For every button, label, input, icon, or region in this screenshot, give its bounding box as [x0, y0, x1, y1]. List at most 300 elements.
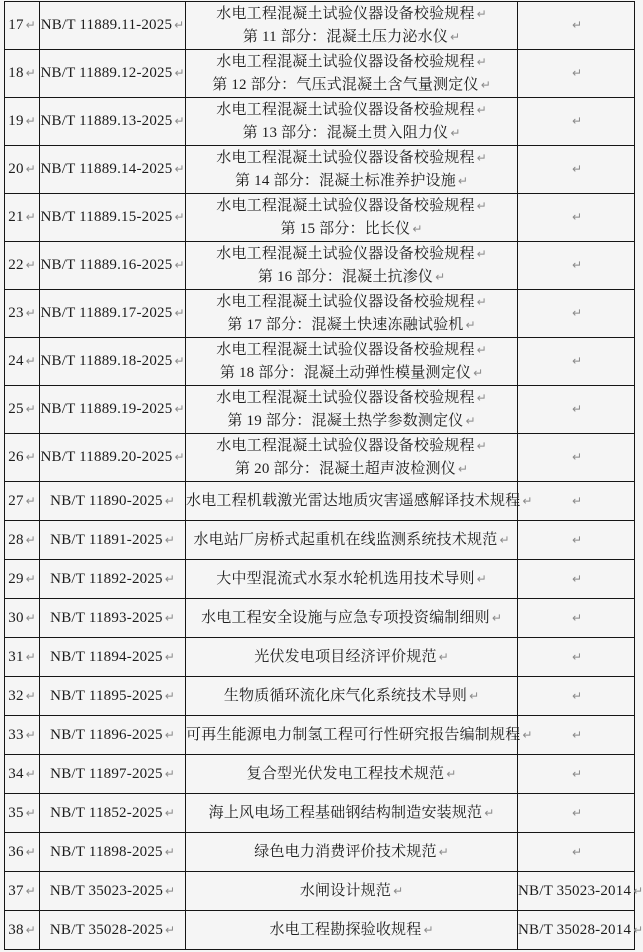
replaced-standard-cell: [518, 638, 635, 677]
paragraph-mark-icon: ↵: [25, 727, 36, 742]
standard-title-line: [186, 170, 517, 193]
paragraph-mark-icon: ↵: [571, 114, 583, 128]
paragraph-mark-icon: ↵: [457, 173, 468, 188]
standard-title-line: [186, 435, 517, 458]
row-number: 36: [8, 843, 24, 860]
standard-title-line: [186, 147, 517, 170]
standard-title-cell: [186, 290, 518, 338]
paragraph-mark-icon: ↵: [571, 493, 583, 508]
paragraph-mark-icon: ↵: [174, 114, 185, 128]
standard-title-cell: [186, 794, 518, 833]
paragraph-mark-icon: ↵: [164, 805, 175, 820]
paragraph-mark-icon: ↵: [522, 493, 533, 508]
standard-title-text: 第 18 部分：混凝土动弹性模量测定仪: [219, 364, 472, 381]
standard-code: NB/T 11895-2025: [50, 687, 163, 704]
standard-title-cell: [186, 833, 518, 872]
table-row: [5, 2, 635, 50]
paragraph-mark-icon: ↵: [164, 571, 175, 586]
standard-code: NB/T 11889.20-2025: [40, 449, 173, 465]
standard-title-cell: [186, 521, 518, 560]
paragraph-mark-icon: ↵: [164, 649, 175, 664]
standard-code-cell: [40, 599, 186, 638]
standard-title-text: 光伏发电项目经济评价规范: [254, 648, 437, 665]
standard-code-cell: [40, 194, 186, 242]
standard-code: NB/T 11889.16-2025: [40, 257, 173, 273]
paragraph-mark-icon: ↵: [164, 727, 175, 742]
standard-title-line: [186, 802, 517, 825]
standard-code-cell: [40, 638, 186, 677]
standard-code: NB/T 11892-2025: [50, 570, 163, 587]
standard-title-line: [186, 195, 517, 218]
replaced-standard-cell: [518, 560, 635, 599]
standard-title-line: [186, 607, 517, 630]
paragraph-mark-icon: ↵: [571, 66, 583, 80]
standard-title-cell: [186, 911, 518, 950]
paragraph-mark-icon: ↵: [174, 354, 185, 368]
table-row: [5, 50, 635, 98]
row-number: 29: [8, 570, 24, 587]
paragraph-mark-icon: ↵: [438, 649, 449, 664]
standard-code: NB/T 11852-2025: [50, 804, 163, 821]
replaced-standard-cell: [518, 194, 635, 242]
paragraph-mark-icon: ↵: [25, 844, 36, 859]
paragraph-mark-icon: ↵: [476, 438, 487, 453]
row-number-cell: [5, 242, 40, 290]
paragraph-mark-icon: ↵: [165, 922, 176, 937]
row-number: 25: [8, 401, 24, 417]
paragraph-mark-icon: ↵: [476, 102, 487, 117]
standard-title-cell: [186, 50, 518, 98]
replaced-standard-cell: [518, 755, 635, 794]
standard-code-cell: [40, 677, 186, 716]
paragraph-mark-icon: ↵: [571, 844, 583, 859]
paragraph-mark-icon: ↵: [164, 493, 175, 508]
standard-title-cell: [186, 434, 518, 482]
standard-title-line: [186, 314, 517, 337]
paragraph-mark-icon: ↵: [476, 571, 487, 586]
replaced-standard-cell: [518, 521, 635, 560]
paragraph-mark-icon: ↵: [25, 649, 36, 664]
table-row: [5, 482, 635, 521]
row-number-cell: [5, 194, 40, 242]
paragraph-mark-icon: ↵: [571, 727, 583, 742]
standard-title-text: 第 11 部分：混凝土压力泌水仪: [242, 28, 449, 45]
row-number: 33: [8, 726, 24, 743]
paragraph-mark-icon: ↵: [499, 532, 510, 547]
replaced-standard-cell: [518, 242, 635, 290]
paragraph-mark-icon: ↵: [25, 450, 36, 464]
paragraph-mark-icon: ↵: [476, 6, 487, 21]
standard-title-line: [186, 685, 517, 708]
standard-title-text: 水电工程混凝土试验仪器设备校验规程: [216, 5, 475, 22]
row-number: 20: [8, 161, 24, 177]
row-number-cell: [5, 434, 40, 482]
row-number: 31: [8, 648, 24, 665]
paragraph-mark-icon: ↵: [476, 54, 487, 69]
paragraph-mark-icon: ↵: [174, 258, 185, 272]
standard-code: NB/T 11889.13-2025: [40, 113, 173, 129]
row-number: 21: [8, 209, 24, 225]
row-number: 22: [8, 257, 24, 273]
table-row: [5, 194, 635, 242]
standard-title-text: 复合型光伏发电工程技术规范: [246, 765, 445, 782]
row-number: 17: [8, 17, 24, 33]
standard-title-cell: [186, 386, 518, 434]
replaced-standard-cell: [518, 872, 643, 911]
paragraph-mark-icon: ↵: [571, 805, 583, 820]
standard-code-cell: [40, 386, 186, 434]
standard-title-text: 水电工程机载激光雷达地质灾害遥感解译技术规程: [186, 492, 521, 509]
table-row: [5, 599, 635, 638]
paragraph-mark-icon: ↵: [473, 365, 484, 380]
standard-title-cell: [186, 599, 518, 638]
standard-title-line: [186, 339, 517, 362]
paragraph-mark-icon: ↵: [423, 922, 434, 937]
standard-code: NB/T 11890-2025: [50, 492, 163, 509]
row-number-cell: [5, 755, 40, 794]
standard-code: NB/T 11897-2025: [50, 765, 163, 782]
paragraph-mark-icon: ↵: [393, 883, 404, 898]
standard-title-cell: [186, 677, 518, 716]
standard-title-cell: [186, 146, 518, 194]
paragraph-mark-icon: ↵: [25, 805, 36, 820]
paragraph-mark-icon: ↵: [174, 306, 185, 320]
standard-code-cell: [40, 833, 186, 872]
standard-title-line: [186, 99, 517, 122]
standard-code: NB/T 11889.14-2025: [40, 161, 173, 177]
row-number-cell: [5, 599, 40, 638]
standard-code: NB/T 11889.18-2025: [40, 353, 173, 369]
standard-code-cell: [40, 434, 186, 482]
standard-code-cell: [40, 338, 186, 386]
standard-title-text: 水电工程混凝土试验仪器设备校验规程: [216, 101, 475, 118]
standard-title-text: 第 20 部分：混凝土超声波检测仪: [235, 460, 456, 477]
paragraph-mark-icon: ↵: [174, 210, 185, 224]
standard-title-text: 绿色电力消费评价技术规范: [254, 843, 437, 860]
standard-code-cell: [40, 2, 186, 50]
table-row: [5, 98, 635, 146]
table-row: [5, 290, 635, 338]
paragraph-mark-icon: ↵: [25, 66, 36, 80]
table-row: [5, 338, 635, 386]
paragraph-mark-icon: ↵: [174, 66, 185, 80]
standard-code: NB/T 35023-2025: [49, 882, 164, 899]
table-row: [5, 146, 635, 194]
standard-code-cell: [40, 50, 186, 98]
row-number-cell: [5, 386, 40, 434]
standard-title-line: [186, 3, 517, 26]
paragraph-mark-icon: ↵: [165, 883, 176, 898]
standard-title-text: 水电工程安全设施与应急专项投资编制细则: [201, 609, 490, 626]
paragraph-mark-icon: ↵: [476, 294, 487, 309]
paragraph-mark-icon: ↵: [633, 883, 643, 898]
paragraph-mark-icon: ↵: [476, 150, 487, 165]
paragraph-mark-icon: ↵: [164, 532, 175, 547]
paragraph-mark-icon: ↵: [174, 162, 185, 176]
paragraph-mark-icon: ↵: [25, 688, 36, 703]
standard-title-text: 水闸设计规范: [299, 882, 392, 899]
standard-title-line: [186, 646, 517, 669]
row-number-cell: [5, 794, 40, 833]
paragraph-mark-icon: ↵: [571, 766, 583, 781]
standard-title-text: 大中型混流式水泵水轮机选用技术导则: [216, 570, 475, 587]
replaced-standard-cell: [518, 482, 635, 521]
paragraph-mark-icon: ↵: [25, 493, 36, 508]
table-row: [5, 521, 635, 560]
standard-title-line: [186, 458, 517, 481]
paragraph-mark-icon: ↵: [571, 402, 583, 416]
standard-title-line: [186, 841, 517, 864]
standards-table-body: [5, 2, 643, 950]
standard-title-text: 水电工程混凝土试验仪器设备校验规程: [216, 341, 475, 358]
standard-code-cell: [40, 98, 186, 146]
standard-title-text: 水电工程混凝土试验仪器设备校验规程: [216, 437, 475, 454]
paragraph-mark-icon: ↵: [571, 532, 583, 547]
row-number-cell: [5, 716, 40, 755]
standard-title-text: 第 17 部分：混凝土快速冻融试验机: [227, 316, 464, 333]
paragraph-mark-icon: ↵: [164, 688, 175, 703]
row-number: 24: [8, 353, 24, 369]
standard-title-line: [186, 266, 517, 289]
standard-code: NB/T 11891-2025: [50, 531, 163, 548]
replaced-standard-code: NB/T 35028-2014: [518, 921, 632, 938]
standard-code-cell: [40, 242, 186, 290]
standard-title-line: [186, 568, 517, 591]
paragraph-mark-icon: ↵: [465, 413, 476, 428]
row-number-cell: [5, 872, 40, 911]
replaced-standard-cell: [518, 338, 635, 386]
standard-title-text: 水电工程勘探验收规程: [269, 921, 422, 938]
table-row: [5, 677, 635, 716]
standard-title-text: 第 16 部分：混凝土抗渗仪: [257, 268, 434, 285]
paragraph-mark-icon: ↵: [633, 922, 643, 937]
replaced-standard-cell: [518, 50, 635, 98]
row-number-cell: [5, 98, 40, 146]
table-row: [5, 716, 635, 755]
standard-title-cell: [186, 2, 518, 50]
standard-title-text: 水电站厂房桥式起重机在线监测系统技术规范: [193, 531, 498, 548]
standard-title-line: [186, 529, 517, 552]
standard-title-cell: [186, 716, 533, 755]
standard-title-text: 生物质循环流化床气化系统技术导则: [223, 687, 468, 704]
standard-title-text: 第 12 部分：气压式混凝土含气量测定仪: [212, 76, 479, 93]
row-number: 38: [8, 921, 24, 938]
standard-code: NB/T 35028-2025: [49, 921, 164, 938]
standard-code: NB/T 11896-2025: [50, 726, 163, 743]
replaced-standard-cell: [518, 794, 635, 833]
row-number: 34: [8, 765, 24, 782]
paragraph-mark-icon: ↵: [450, 125, 461, 140]
standard-title-cell: [186, 194, 518, 242]
row-number-cell: [5, 638, 40, 677]
paragraph-mark-icon: ↵: [25, 571, 36, 586]
standard-title-line: [186, 26, 517, 49]
paragraph-mark-icon: ↵: [25, 258, 36, 272]
standard-code: NB/T 11889.11-2025: [40, 17, 173, 33]
paragraph-mark-icon: ↵: [571, 18, 583, 32]
table-row: [5, 638, 635, 677]
row-number-cell: [5, 560, 40, 599]
row-number: 18: [8, 65, 24, 81]
standard-title-text: 第 13 部分：混凝土贯入阻力仪: [242, 124, 449, 141]
replaced-standard-cell: [518, 716, 635, 755]
table-row: [5, 872, 635, 911]
paragraph-mark-icon: ↵: [25, 306, 36, 320]
row-number-cell: [5, 677, 40, 716]
standard-code: NB/T 11889.19-2025: [40, 401, 173, 417]
paragraph-mark-icon: ↵: [571, 571, 583, 586]
paragraph-mark-icon: ↵: [476, 246, 487, 261]
standard-title-text: 水电工程混凝土试验仪器设备校验规程: [216, 293, 475, 310]
row-number: 23: [8, 305, 24, 321]
standard-code-cell: [40, 716, 186, 755]
table-row: [5, 794, 635, 833]
standard-title-line: [186, 243, 517, 266]
standard-code-cell: [40, 290, 186, 338]
paragraph-mark-icon: ↵: [476, 342, 487, 357]
row-number-cell: [5, 146, 40, 194]
table-row: [5, 755, 635, 794]
row-number-cell: [5, 2, 40, 50]
standard-title-line: [186, 291, 517, 314]
paragraph-mark-icon: ↵: [571, 354, 583, 368]
table-row: [5, 242, 635, 290]
standard-title-cell: [186, 98, 518, 146]
paragraph-mark-icon: ↵: [25, 610, 36, 625]
paragraph-mark-icon: ↵: [25, 922, 36, 937]
replaced-standard-cell: [518, 2, 635, 50]
row-number-cell: [5, 521, 40, 560]
standard-code: NB/T 11889.17-2025: [40, 305, 173, 321]
standard-title-text: 第 14 部分：混凝土标准养护设施: [235, 172, 456, 189]
row-number: 30: [8, 609, 24, 626]
standard-title-cell: [186, 638, 518, 677]
paragraph-mark-icon: ↵: [571, 688, 583, 703]
paragraph-mark-icon: ↵: [174, 450, 185, 464]
paragraph-mark-icon: ↵: [522, 727, 533, 742]
standard-title-cell: [186, 755, 518, 794]
standard-title-line: [186, 724, 533, 747]
standards-table: [4, 1, 643, 950]
row-number: 32: [8, 687, 24, 704]
paragraph-mark-icon: ↵: [491, 610, 502, 625]
standard-title-cell: [186, 338, 518, 386]
paragraph-mark-icon: ↵: [174, 402, 185, 416]
row-number-cell: [5, 338, 40, 386]
paragraph-mark-icon: ↵: [435, 269, 446, 284]
standard-title-line: [186, 490, 533, 513]
paragraph-mark-icon: ↵: [412, 221, 423, 236]
paragraph-mark-icon: ↵: [480, 77, 491, 92]
standard-title-cell: [186, 560, 518, 599]
paragraph-mark-icon: ↵: [446, 766, 457, 781]
standard-title-cell: [186, 242, 518, 290]
replaced-standard-cell: [518, 599, 635, 638]
standard-title-line: [186, 362, 517, 385]
paragraph-mark-icon: ↵: [469, 688, 480, 703]
row-number: 28: [8, 531, 24, 548]
paragraph-mark-icon: ↵: [174, 18, 185, 32]
paragraph-mark-icon: ↵: [438, 844, 449, 859]
paragraph-mark-icon: ↵: [476, 390, 487, 405]
standard-code-cell: [40, 911, 186, 950]
paragraph-mark-icon: ↵: [25, 883, 36, 898]
replaced-standard-code: NB/T 35023-2014: [518, 882, 632, 899]
paragraph-mark-icon: ↵: [25, 766, 36, 781]
paragraph-mark-icon: ↵: [25, 114, 36, 128]
table-row: [5, 833, 635, 872]
standard-title-line: [186, 122, 517, 145]
standard-title-line: [186, 919, 517, 942]
standard-title-text: 第 15 部分：比长仪: [280, 220, 411, 237]
standard-title-text: 水电工程混凝土试验仪器设备校验规程: [216, 389, 475, 406]
paragraph-mark-icon: ↵: [164, 766, 175, 781]
replaced-standard-cell: [518, 677, 635, 716]
standard-title-line: [186, 51, 517, 74]
row-number-cell: [5, 911, 40, 950]
standard-code-cell: [40, 482, 186, 521]
standard-title-line: [186, 74, 517, 97]
paragraph-mark-icon: ↵: [457, 461, 468, 476]
standard-title-cell: [186, 482, 533, 521]
standard-code: NB/T 11898-2025: [50, 843, 163, 860]
standard-title-text: 可再生能源电力制氢工程可行性研究报告编制规程: [186, 726, 521, 743]
standard-title-line: [186, 763, 517, 786]
paragraph-mark-icon: ↵: [571, 610, 583, 625]
standard-title-text: 第 19 部分：混凝土热学参数测定仪: [227, 412, 464, 429]
table-row: [5, 560, 635, 599]
paragraph-mark-icon: ↵: [484, 805, 495, 820]
paragraph-mark-icon: ↵: [571, 649, 583, 664]
paragraph-mark-icon: ↵: [164, 610, 175, 625]
standard-code-cell: [40, 146, 186, 194]
paragraph-mark-icon: ↵: [571, 162, 583, 176]
standard-title-line: [186, 880, 517, 903]
paragraph-mark-icon: ↵: [571, 258, 583, 272]
standard-code: NB/T 11889.15-2025: [40, 209, 173, 225]
standard-code-cell: [40, 521, 186, 560]
paragraph-mark-icon: ↵: [450, 29, 461, 44]
standard-code: NB/T 11889.12-2025: [40, 65, 173, 81]
row-number: 35: [8, 804, 24, 821]
row-number-cell: [5, 482, 40, 521]
replaced-standard-cell: [518, 98, 635, 146]
row-number: 27: [8, 492, 24, 509]
row-number: 26: [8, 449, 24, 465]
standard-title-text: 海上风电场工程基础钢结构制造安装规范: [208, 804, 483, 821]
replaced-standard-cell: [518, 290, 635, 338]
table-row: [5, 911, 635, 950]
paragraph-mark-icon: ↵: [25, 162, 36, 176]
standard-title-line: [186, 410, 517, 433]
standard-code-cell: [40, 755, 186, 794]
row-number: 19: [8, 113, 24, 129]
replaced-standard-cell: [518, 911, 643, 950]
paragraph-mark-icon: ↵: [571, 450, 583, 464]
paragraph-mark-icon: ↵: [25, 210, 36, 224]
table-row: [5, 434, 635, 482]
row-number-cell: [5, 833, 40, 872]
paragraph-mark-icon: ↵: [465, 317, 476, 332]
standard-code: NB/T 11894-2025: [50, 648, 163, 665]
standard-code-cell: [40, 560, 186, 599]
standard-code-cell: [40, 872, 186, 911]
standard-code: NB/T 11893-2025: [50, 609, 163, 626]
standard-title-cell: [186, 872, 518, 911]
replaced-standard-cell: [518, 833, 635, 872]
standard-title-text: 水电工程混凝土试验仪器设备校验规程: [216, 149, 475, 166]
replaced-standard-cell: [518, 434, 635, 482]
